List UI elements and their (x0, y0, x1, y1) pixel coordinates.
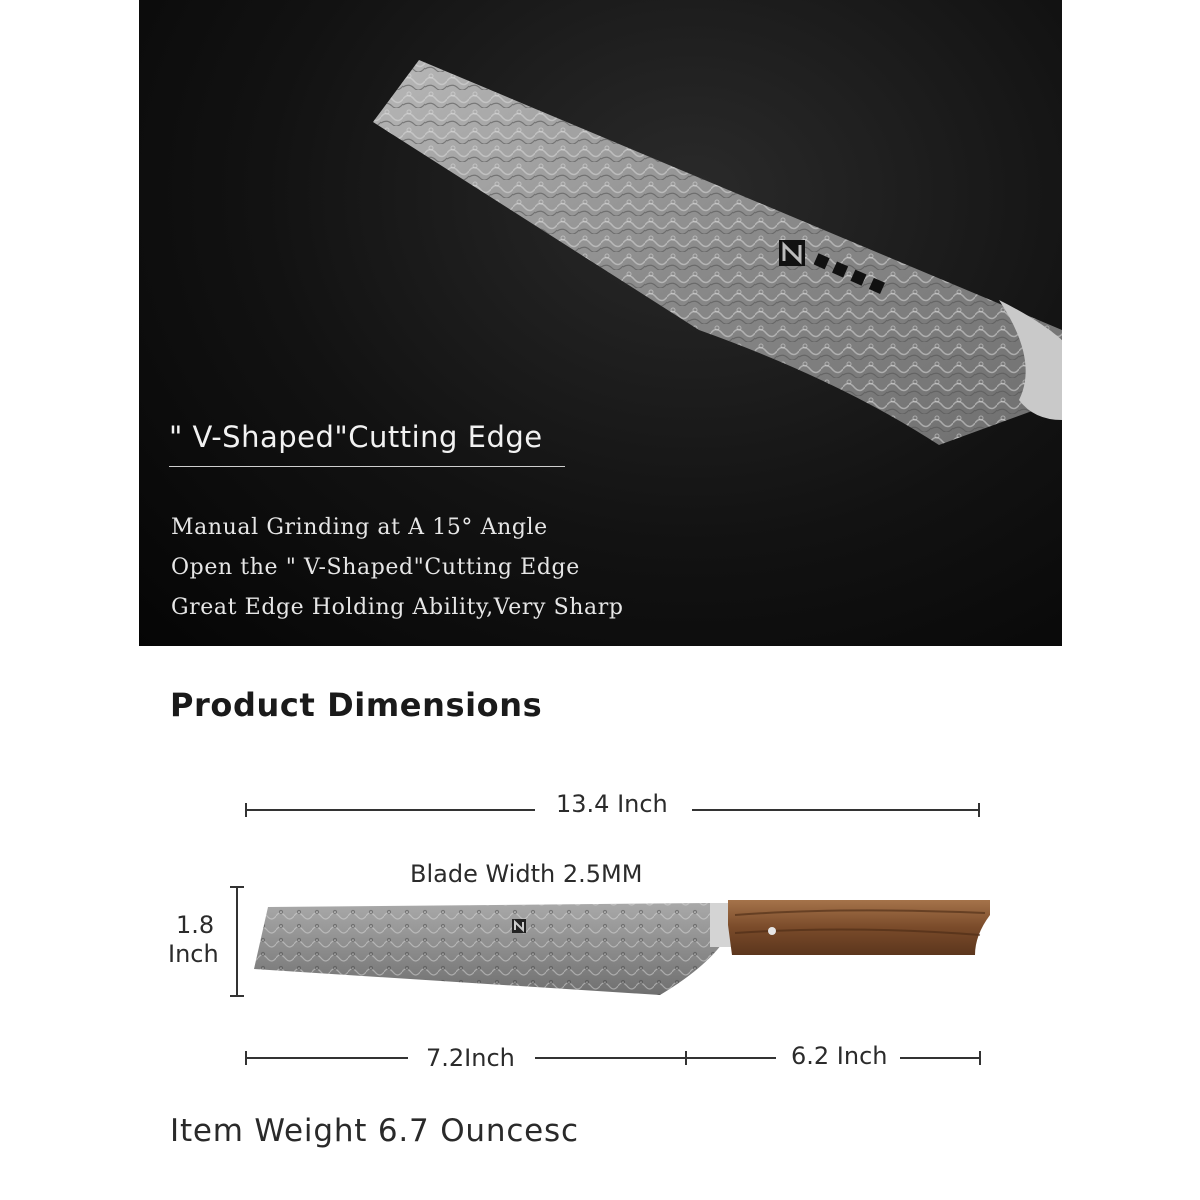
total-length-line-left (245, 809, 535, 811)
blade-length-line-right (535, 1057, 686, 1059)
total-length-line-right (692, 809, 980, 811)
height-value-label: 1.8 (176, 911, 215, 939)
hero-banner (139, 0, 1062, 646)
blade-length-line-left (245, 1057, 408, 1059)
dimension-tick (978, 803, 980, 817)
dimension-tick (979, 1051, 981, 1065)
blade-width-label: Blade Width 2.5MM (410, 860, 643, 888)
dimensions-title: Product Dimensions (170, 686, 543, 724)
brand-logo-icon (512, 919, 526, 933)
handle-length-line-left (686, 1057, 776, 1059)
height-line (236, 886, 238, 996)
feature-line: Great Edge Holding Ability,Very Sharp (171, 595, 624, 620)
svg-text:■ ■ ■ ■: ■ ■ ■ ■ (811, 248, 889, 297)
hero-title-underline (169, 466, 565, 467)
hero-feature-list (171, 508, 624, 628)
handle-length-label: 6.2 Inch (791, 1042, 888, 1070)
blade-length-label: 7.2Inch (426, 1044, 515, 1072)
height-unit-label: Inch (168, 940, 219, 968)
item-weight: Item Weight 6.7 Ouncesc (170, 1113, 579, 1149)
handle-length-line-right (900, 1057, 980, 1059)
feature-line: Manual Grinding at A 15° Angle (171, 515, 548, 540)
total-length-label: 13.4 Inch (556, 790, 668, 818)
feature-line: Open the " V-Shaped"Cutting Edge (171, 555, 580, 580)
hero-title: " V-Shaped"Cutting Edge (169, 420, 543, 454)
brand-logo-icon (779, 240, 805, 266)
knife-profile-image (240, 895, 992, 1010)
